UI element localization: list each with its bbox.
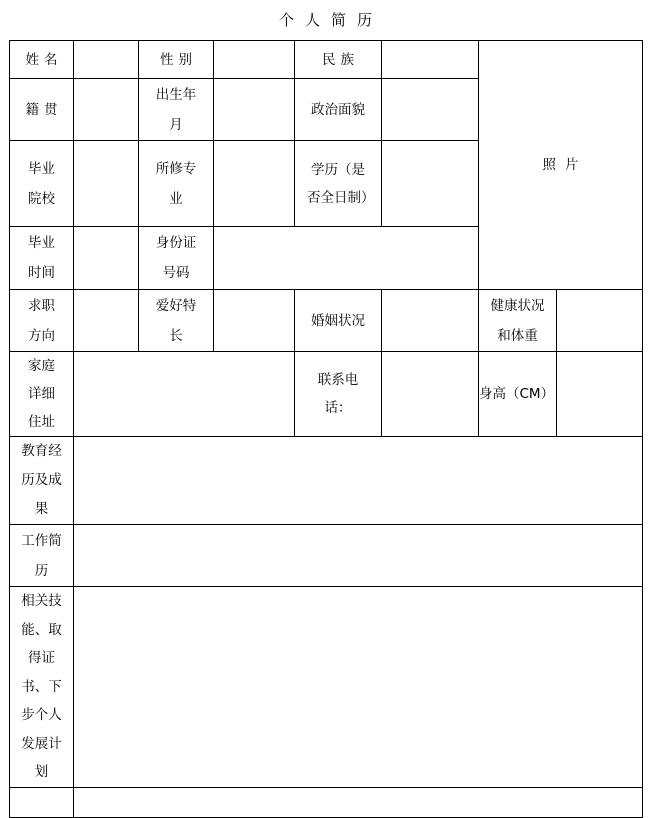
skills-plan-field[interactable] [74, 587, 643, 788]
work-history-label: 工作简历 [10, 525, 74, 587]
education-history-field[interactable] [74, 437, 643, 525]
political-status-field[interactable] [382, 79, 479, 141]
graduation-time-field[interactable] [74, 227, 139, 290]
extra-row-label [10, 787, 74, 817]
resume-form-table [9, 40, 643, 818]
gender-label: 性别 [139, 41, 214, 79]
school-field[interactable] [74, 141, 139, 227]
phone-field[interactable] [382, 352, 479, 437]
phone-label: 联系电话： [295, 352, 382, 437]
job-direction-field[interactable] [74, 290, 139, 352]
gender-field[interactable] [214, 41, 295, 79]
graduation-time-label: 毕业时间 [10, 227, 74, 290]
height-field[interactable] [557, 352, 643, 437]
work-history-field[interactable] [74, 525, 643, 587]
health-weight-field[interactable] [557, 290, 643, 352]
page-title: 个人简历 [278, 11, 383, 29]
education-history-label: 教育经历及成果 [10, 437, 74, 525]
marital-status-field[interactable] [382, 290, 479, 352]
photo-cell[interactable]: 照片 [479, 41, 643, 290]
birth-date-label: 出生年月 [139, 79, 214, 141]
school-label: 毕业院校 [10, 141, 74, 227]
id-number-field[interactable] [214, 227, 479, 290]
job-direction-label: 求职方向 [10, 290, 74, 352]
skills-plan-label: 相关技能、取得证书、下步个人发展计划 [10, 587, 74, 788]
hobbies-field[interactable] [214, 290, 295, 352]
political-status-label: 政治面貌 [295, 79, 382, 141]
major-field[interactable] [214, 141, 295, 227]
name-field[interactable] [74, 41, 139, 79]
name-label: 姓名 [10, 41, 74, 79]
major-label: 所修专业 [139, 141, 214, 227]
birth-date-field[interactable] [214, 79, 295, 141]
marital-status-label: 婚姻状况 [295, 290, 382, 352]
health-weight-label: 健康状况和体重 [479, 290, 557, 352]
home-address-label: 家庭详细住址 [10, 352, 74, 437]
hobbies-label: 爱好特长 [139, 290, 214, 352]
hometown-field[interactable] [74, 79, 139, 141]
id-number-label: 身份证号码 [139, 227, 214, 290]
education-field[interactable] [382, 141, 479, 227]
home-address-field[interactable] [74, 352, 295, 437]
ethnicity-label: 民族 [295, 41, 382, 79]
education-label: 学历（是否全日制） [295, 141, 382, 227]
ethnicity-field[interactable] [382, 41, 479, 79]
hometown-label: 籍贯 [10, 79, 74, 141]
extra-row-field[interactable] [74, 787, 643, 817]
height-label: 身高（CM） [479, 352, 557, 437]
